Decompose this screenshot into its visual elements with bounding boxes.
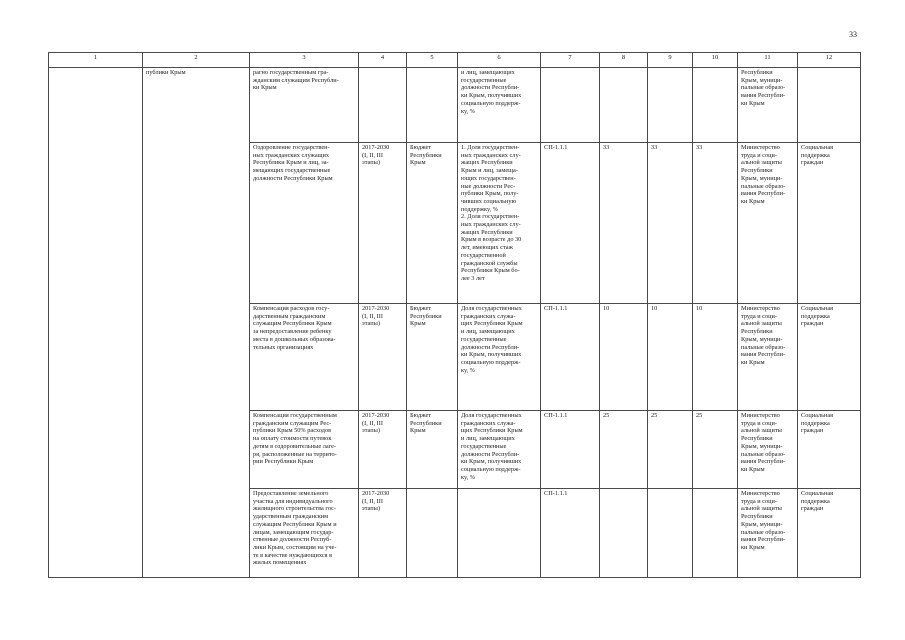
header-cell: 11	[738, 53, 798, 68]
indicator-cell-line: ных гражданских слу-	[461, 221, 521, 229]
program-goal-cell-line: Социальная	[801, 412, 834, 419]
funding-source-cell-line: Республики	[410, 312, 442, 320]
indicator-cell-line: ку, %	[461, 473, 475, 481]
value-cell-9	[648, 489, 693, 578]
funding-source-cell	[407, 411, 458, 489]
indicator-cell-line: щих Республики Крым	[461, 427, 523, 435]
period-cell-line: этапы)	[362, 427, 380, 435]
executor-cell-line: пальные образо-	[741, 84, 786, 92]
value-cell-10: 10	[693, 304, 738, 411]
executor-cell-line: Министерство	[741, 412, 780, 419]
period-cell	[359, 411, 407, 489]
code-cell: СП-1.1.1	[541, 411, 600, 489]
value-cell-10: 33	[693, 143, 738, 304]
executor-cell-line: вания Республи-	[741, 92, 786, 100]
executor-cell-line: ки Крым	[741, 543, 765, 551]
measure-name-cell-line: жилищного строительства гос-	[253, 505, 337, 513]
indicator-cell	[458, 489, 541, 578]
funding-source-cell	[407, 68, 458, 143]
measure-name-cell-line: мещающих государственные	[253, 167, 331, 175]
indicator-cell-line: и лиц, замещающих	[461, 328, 515, 336]
value-cell-8	[600, 68, 648, 143]
value-cell-9: 25	[648, 411, 693, 489]
program-goal-cell-line: граждан	[801, 505, 824, 513]
header-cell: 9	[648, 53, 693, 68]
code-cell: СП-1.1.1	[541, 304, 600, 411]
indicator-cell-line: государственные	[461, 335, 507, 343]
indicator-cell-line: чивших социальную	[461, 197, 517, 205]
indicator-cell-line: ных гражданских слу-	[461, 151, 521, 159]
funding-source-cell-line: Республики	[410, 151, 442, 159]
executor-cell-line: труда и соци-	[741, 419, 777, 427]
header-cell: 7	[541, 53, 600, 68]
code-cell: СП-1.1.1	[541, 143, 600, 304]
indicator-cell-line: гражданской службы	[461, 259, 518, 267]
program-goal-cell-line: Социальная	[801, 490, 834, 497]
value-cell-8: 33	[600, 143, 648, 304]
indicator-cell-line: гражданских служа-	[461, 419, 516, 427]
indicator-cell-line: государственные	[461, 76, 507, 84]
indicator-cell	[458, 143, 541, 304]
measure-name-cell-line: публики Крым 50% расходов	[253, 427, 332, 435]
executor-cell-line: ки Крым	[741, 358, 765, 366]
program-table	[48, 52, 861, 578]
indicator-cell-line: 1. Доля государствен-	[461, 144, 520, 151]
col1-cell	[49, 68, 143, 578]
measure-name-cell-line: Оздоровление государствен-	[253, 144, 330, 151]
indicator-cell-line: ки Крым, получивших	[461, 92, 522, 100]
indicator-cell-line: жащих Республики	[461, 228, 513, 236]
indicator-cell-line: социальную поддерж-	[461, 465, 521, 473]
funding-source-cell	[407, 489, 458, 578]
program-goal-cell-line: поддержка	[801, 312, 830, 320]
program-goal-cell	[798, 143, 861, 304]
measure-name-cell-line: жилых помещениях	[253, 559, 307, 567]
executor-cell-line: Республики	[741, 328, 773, 336]
funding-source-cell-line: Республики	[410, 419, 442, 427]
responsible-region-cell	[143, 68, 250, 578]
period-cell-line: (I, II, III	[362, 312, 383, 320]
indicator-cell-line: Крым в возрасте до 30	[461, 236, 522, 244]
value-cell-8: 25	[600, 411, 648, 489]
executor-cell-line: вания Республи-	[741, 536, 786, 544]
period-cell-line: этапы)	[362, 505, 380, 513]
indicator-cell-line: лет, имеющих стаж	[461, 244, 513, 252]
indicator-cell	[458, 411, 541, 489]
indicator-cell-line: государственной	[461, 251, 506, 259]
executor-cell-line: альной защиты	[741, 159, 782, 167]
measure-name-cell	[250, 68, 359, 143]
period-cell-line: этапы)	[362, 159, 380, 167]
value-cell-10	[693, 68, 738, 143]
indicator-cell-line: поддержку, %	[461, 205, 498, 213]
executor-cell-line: труда и соци-	[741, 151, 777, 159]
period-cell-line: (I, II, III	[362, 151, 383, 159]
indicator-cell	[458, 68, 541, 143]
executor-cell-line: альной защиты	[741, 505, 782, 513]
indicator-cell-line: должности Республи-	[461, 450, 520, 458]
measure-name-cell-line: на оплату стоимости путевок	[253, 435, 332, 443]
indicator-cell-line: Доля государственных	[461, 412, 522, 419]
period-cell-line: 2017-2030	[362, 490, 390, 497]
measure-name-cell-line: гражданским служащим Рес-	[253, 419, 332, 427]
indicator-cell-line: и лиц, замещающих	[461, 69, 515, 76]
period-cell	[359, 143, 407, 304]
measure-name-cell-line: лицам, замещающим государ-	[253, 528, 334, 536]
indicator-cell-line: социальную поддерж-	[461, 358, 521, 366]
funding-source-cell-line: Крым	[410, 159, 426, 167]
header-cell: 8	[600, 53, 648, 68]
header-row	[49, 53, 861, 68]
executor-cell-line: труда и соци-	[741, 312, 777, 320]
measure-name-cell-line: места в дошкольных образова-	[253, 335, 336, 343]
executor-cell-line: пальные образо-	[741, 528, 786, 536]
executor-cell-line: пальные образо-	[741, 182, 786, 190]
program-goal-cell-line: поддержка	[801, 497, 830, 505]
measure-name-cell-line: рагно государственным гра-	[253, 69, 329, 76]
measure-name-cell-line: служащим Республики Крым и	[253, 520, 337, 528]
indicator-cell	[458, 304, 541, 411]
measure-name-cell-line: Республики Крым и лиц, за-	[253, 159, 329, 167]
measure-name-cell-line: Компенсация расходов госу-	[253, 305, 330, 312]
measure-name-cell-line: жданским служащим Республи-	[253, 76, 339, 84]
period-cell-line: 2017-2030	[362, 144, 390, 151]
indicator-cell-line: 2. Доля государствен-	[461, 213, 520, 221]
value-cell-8: 10	[600, 304, 648, 411]
measure-name-cell-line: участка для индивидуального	[253, 497, 333, 505]
value-cell-10	[693, 489, 738, 578]
indicator-cell-line: Крым и лиц, замеща-	[461, 167, 518, 175]
period-cell-line: этапы)	[362, 320, 380, 328]
indicator-cell-line: и лиц, замещающих	[461, 435, 515, 443]
funding-source-cell	[407, 143, 458, 304]
measure-name-cell-line: тельных организациях	[253, 343, 314, 351]
period-cell	[359, 68, 407, 143]
program-goal-cell-line: поддержка	[801, 151, 830, 159]
value-cell-9: 10	[648, 304, 693, 411]
measure-name-cell-line: те в качестве нуждающихся в	[253, 551, 333, 559]
indicator-cell-line: должности Республи-	[461, 84, 520, 92]
header-cell: 1	[49, 53, 143, 68]
funding-source-cell-line: Бюджет	[410, 412, 432, 419]
executor-cell-line: Министерство	[741, 490, 780, 497]
measure-name-cell-line: Предоставление земельного	[253, 490, 329, 497]
period-cell-line: 2017-2030	[362, 412, 390, 419]
measure-name-cell-line: ственные должности Респуб-	[253, 536, 332, 544]
executor-cell-line: вания Республи-	[741, 190, 786, 198]
executor-cell-line: Республики	[741, 435, 773, 443]
program-goal-cell	[798, 411, 861, 489]
measure-name-cell-line: ки Крым	[253, 84, 277, 92]
measure-name-cell	[250, 489, 359, 578]
executor-cell	[738, 411, 798, 489]
header-cell: 12	[798, 53, 861, 68]
measure-name-cell	[250, 143, 359, 304]
program-goal-cell-line: граждан	[801, 427, 824, 435]
indicator-cell-line: гражданских служа-	[461, 312, 516, 320]
responsible-region-cell-line: публики Крым	[146, 69, 186, 76]
period-cell-line: (I, II, III	[362, 419, 383, 427]
measure-name-cell-line: ря, расположенные на террито-	[253, 450, 337, 458]
funding-source-cell	[407, 304, 458, 411]
measure-name-cell-line: детям в оздоровительные лаге-	[253, 442, 337, 450]
executor-cell-line: Крым, муници-	[741, 520, 783, 528]
executor-cell-line: альной защиты	[741, 427, 782, 435]
executor-cell-line: Министерство	[741, 305, 780, 312]
header-cell: 3	[250, 53, 359, 68]
indicator-cell-line: Республики Крым бо-	[461, 267, 520, 275]
header-cell: 6	[458, 53, 541, 68]
value-cell-10: 25	[693, 411, 738, 489]
measure-name-cell-line: ных гражданских служащих	[253, 151, 330, 159]
executor-cell-line: труда и соци-	[741, 497, 777, 505]
measure-name-cell-line: служащим Республики Крым	[253, 320, 332, 328]
indicator-cell-line: ки Крым, получивших	[461, 351, 522, 359]
indicator-cell-line: ющих государствен-	[461, 174, 516, 182]
period-cell	[359, 489, 407, 578]
executor-cell	[738, 304, 798, 411]
program-goal-cell-line: Социальная	[801, 305, 834, 312]
executor-cell-line: ки Крым	[741, 197, 765, 205]
program-goal-cell-line: поддержка	[801, 419, 830, 427]
executor-cell-line: Крым, муници-	[741, 76, 783, 84]
measure-name-cell	[250, 411, 359, 489]
executor-cell-line: Республики	[741, 513, 773, 521]
executor-cell-line: Республики	[741, 167, 773, 175]
indicator-cell-line: щих Республики Крым	[461, 320, 523, 328]
code-cell: СП-1.1.1	[541, 489, 600, 578]
funding-source-cell-line: Бюджет	[410, 144, 432, 151]
executor-cell-line: Крым, муници-	[741, 335, 783, 343]
measure-name-cell-line: за непредоставление ребенку	[253, 328, 332, 336]
indicator-cell-line: должности Республи-	[461, 343, 520, 351]
program-goal-cell-line: граждан	[801, 320, 824, 328]
executor-cell	[738, 68, 798, 143]
indicator-cell-line: ки Крым, получивших	[461, 458, 522, 466]
indicator-cell-line: жащих Республики	[461, 159, 513, 167]
executor-cell-line: вания Республи-	[741, 351, 786, 359]
funding-source-cell-line: Крым	[410, 320, 426, 328]
measure-name-cell	[250, 304, 359, 411]
executor-cell	[738, 143, 798, 304]
value-cell-9: 33	[648, 143, 693, 304]
program-goal-cell-line: Социальная	[801, 144, 834, 151]
program-goal-cell-line: граждан	[801, 159, 824, 167]
indicator-cell-line: ку, %	[461, 107, 475, 115]
indicator-cell-line: ные должности Рес-	[461, 182, 516, 190]
executor-cell	[738, 489, 798, 578]
code-cell	[541, 68, 600, 143]
indicator-cell-line: государственные	[461, 442, 507, 450]
executor-cell-line: Министерство	[741, 144, 780, 151]
period-cell-line: (I, II, III	[362, 497, 383, 505]
header-cell: 5	[407, 53, 458, 68]
executor-cell-line: альной защиты	[741, 320, 782, 328]
executor-cell-line: вания Республи-	[741, 458, 786, 466]
executor-cell-line: пальные образо-	[741, 343, 786, 351]
period-cell	[359, 304, 407, 411]
measure-name-cell-line: ударственным гражданским	[253, 513, 329, 521]
program-goal-cell	[798, 68, 861, 143]
value-cell-8	[600, 489, 648, 578]
executor-cell-line: ки Крым	[741, 99, 765, 107]
funding-source-cell-line: Крым	[410, 427, 426, 435]
executor-cell-line: Крым, муници-	[741, 442, 783, 450]
executor-cell-line: Республики	[741, 69, 773, 76]
period-cell-line: 2017-2030	[362, 305, 390, 312]
indicator-cell-line: лее 3 лет	[461, 274, 485, 282]
executor-cell-line: пальные образо-	[741, 450, 786, 458]
measure-name-cell-line: должности Республики Крым	[253, 174, 333, 182]
header-cell: 4	[359, 53, 407, 68]
value-cell-9	[648, 68, 693, 143]
page-number: 33	[849, 30, 857, 39]
indicator-cell-line: Доля государственных	[461, 305, 522, 312]
indicator-cell-line: социальную поддерж-	[461, 99, 521, 107]
funding-source-cell-line: Бюджет	[410, 305, 432, 312]
table-row	[49, 68, 861, 143]
measure-name-cell-line: рии Республики Крым	[253, 458, 314, 466]
measure-name-cell-line: Компенсация государственным	[253, 412, 337, 419]
header-cell: 2	[143, 53, 250, 68]
program-goal-cell	[798, 304, 861, 411]
measure-name-cell-line: лики Крым, состоящим на уче-	[253, 543, 337, 551]
indicator-cell-line: публики Крым, полу-	[461, 190, 519, 198]
executor-cell-line: ки Крым	[741, 465, 765, 473]
executor-cell-line: Крым, муници-	[741, 174, 783, 182]
program-goal-cell	[798, 489, 861, 578]
header-cell: 10	[693, 53, 738, 68]
indicator-cell-line: ку, %	[461, 366, 475, 374]
measure-name-cell-line: дарственным гражданским	[253, 312, 326, 320]
